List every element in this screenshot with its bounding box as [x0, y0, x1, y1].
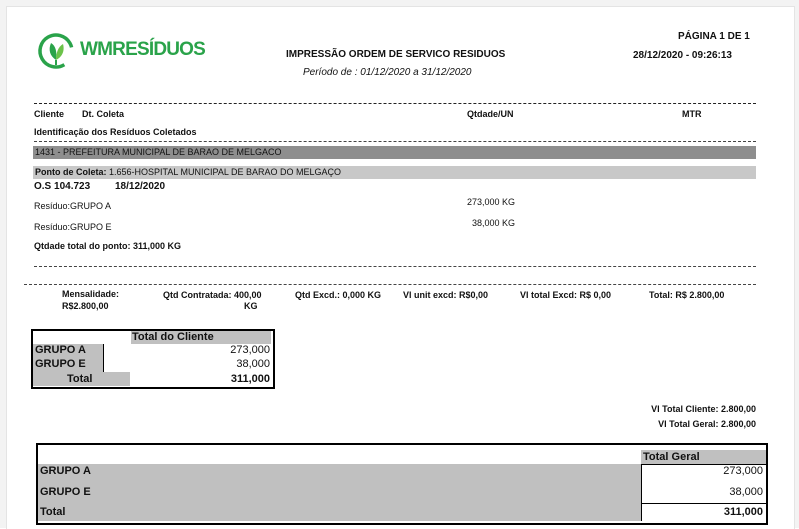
residuo-label: Resíduo:GRUPO A [34, 201, 112, 211]
general-total-table [36, 443, 768, 525]
section-title: Identificação dos Resíduos Coletados [34, 127, 197, 137]
col-qtdade: Qtdade/UN [467, 109, 514, 119]
table-row-value: 273,000 [723, 465, 763, 477]
client-name: 1431 - PREFEITURA MUNICIPAL DE BARAO DE MELGACO [35, 147, 282, 157]
separator-line [34, 141, 756, 142]
report-period: Período de : 01/12/2020 a 31/12/2020 [303, 67, 472, 78]
table-row-value: 273,000 [230, 344, 270, 356]
col-dt-coleta: Dt. Coleta [82, 109, 125, 119]
ponto-coleta: Ponto de Coleta: 1.656-HOSPITAL MUNICIPAL DE BARAO DO MELGAÇO [35, 167, 342, 177]
vl-unit-excd: Vl unit excd: R$0,00 [403, 290, 489, 300]
residuo-qty: 38,000 KG [472, 218, 516, 228]
table-total-value: 311,000 [723, 506, 763, 518]
column-divider [103, 344, 104, 372]
summary-total: Total: R$ 2.800,00 [649, 290, 725, 300]
total-divider [641, 503, 766, 504]
vl-total-geral: Vl Total Geral: 2.800,00 [658, 419, 756, 429]
qtd-excd: Qtd Excd.: 0,000 KG [295, 290, 382, 300]
table-row-value: 38,000 [236, 358, 270, 370]
qtd-contratada: Qtd Contratada: 400,00 [163, 290, 262, 300]
mensalidade-value: R$2.800,00 [62, 301, 109, 311]
total-ponto: Qtdade total do ponto: 311,000 KG [34, 241, 182, 251]
col-cliente: Cliente [34, 109, 65, 119]
company-logo [36, 30, 206, 74]
vl-total-excd: Vl total Excd: R$ 0,00 [520, 290, 612, 300]
table-row-label: GRUPO E [35, 358, 86, 370]
leaf-icon [36, 30, 76, 72]
table-total-label: Total [40, 506, 66, 518]
column-divider [641, 464, 642, 521]
residuo-label: Resíduo:GRUPO E [34, 222, 112, 232]
table-header: Total Geral [643, 451, 700, 463]
logo-wordmark: WMRESÍDUOS [80, 39, 206, 60]
qtd-contratada-unit: KG [244, 301, 258, 311]
os-number: O.S 104.723 [34, 181, 91, 192]
col-mtr: MTR [682, 109, 702, 119]
table-row-label: GRUPO A [35, 344, 86, 356]
table-row-value: 38,000 [729, 486, 763, 498]
page-number: PÁGINA 1 DE 1 [678, 31, 750, 42]
client-total-table [31, 329, 275, 389]
table-total-label: Total [67, 373, 93, 385]
residuo-qty: 273,000 KG [467, 197, 516, 207]
vl-total-cliente: Vl Total Cliente: 2.800,00 [651, 404, 756, 414]
label-column-bg [38, 464, 641, 521]
separator-line [34, 103, 756, 104]
separator-line [24, 284, 756, 285]
table-header: Total do Cliente [132, 331, 214, 343]
print-datetime: 28/12/2020 - 09:26:13 [633, 50, 732, 61]
os-date: 18/12/2020 [115, 181, 166, 192]
table-row-label: GRUPO E [40, 486, 91, 498]
table-total-value: 311,000 [230, 373, 270, 385]
separator-line [34, 266, 756, 267]
mensalidade-label: Mensalidade: [62, 289, 120, 299]
table-row-label: GRUPO A [40, 465, 91, 477]
report-title: IMPRESSÃO ORDEM DE SERVICO RESIDUOS [286, 49, 506, 60]
